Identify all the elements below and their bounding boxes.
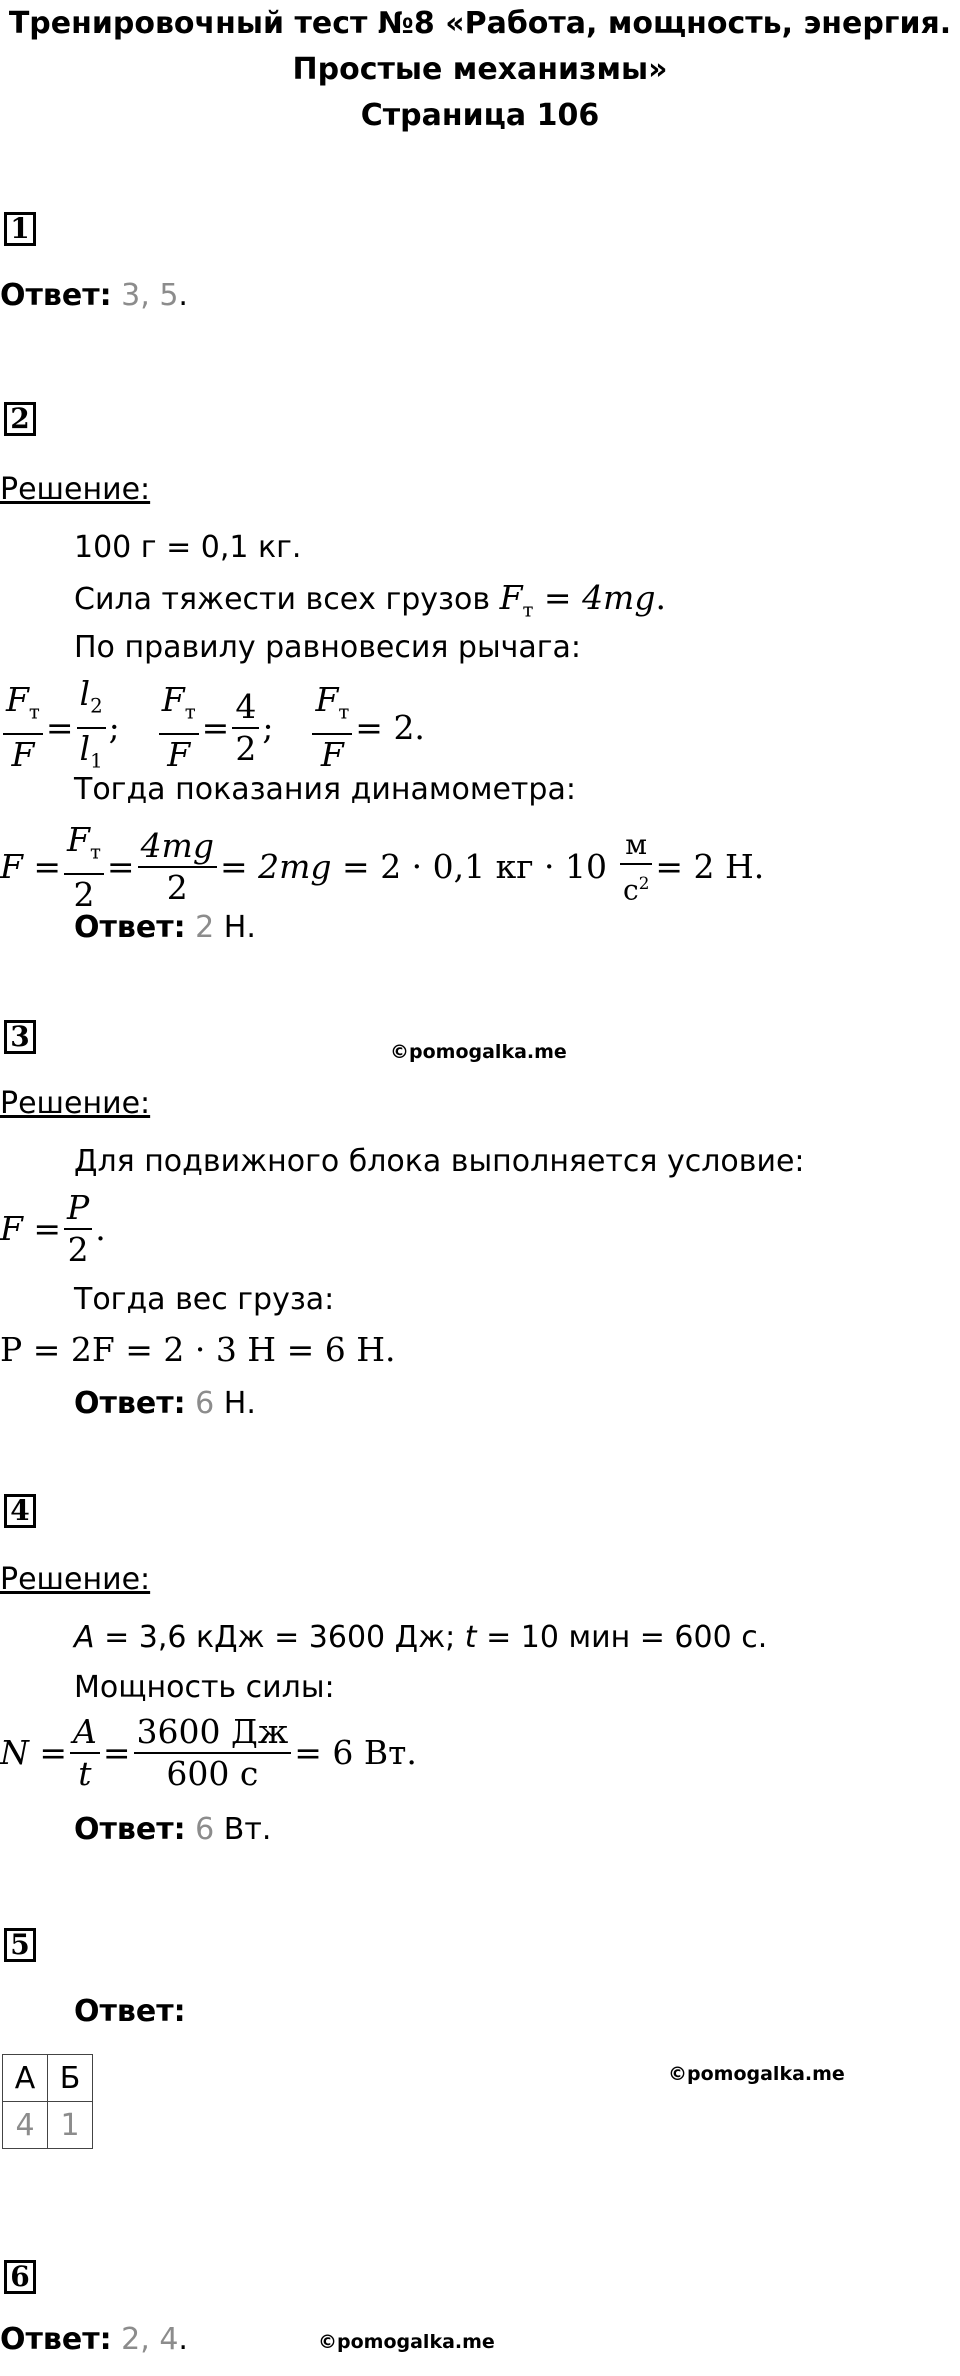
answer-value: 6 — [195, 1386, 215, 1421]
watermark: ©pomogalka.me — [390, 1041, 567, 1063]
task-3-condition: Для подвижного блока выполняется условие: — [74, 1144, 805, 1179]
task-4-given: A = 3,6 кДж = 3600 Дж; t = 10 мин = 600 с. — [74, 1620, 768, 1655]
task-5-answer-label: Ответ: — [74, 1994, 186, 2029]
task-4-power-line: Мощность силы: — [74, 1670, 335, 1705]
task-6-answer: Ответ: 2, 4. — [0, 2322, 188, 2357]
task-number-4: 4 — [4, 1494, 36, 1528]
task-number-5: 5 — [4, 1928, 36, 1962]
pulley-equation: F = $\frac{P}{2}$ . — [0, 1188, 106, 1269]
task-2-lever-rule: По правилу равновесия рычага: — [74, 630, 582, 665]
answer-period: . — [178, 278, 188, 313]
table-cell: 1 — [48, 2102, 93, 2149]
task-2-dynamometer-line: Тогда показания динамометра: — [74, 772, 576, 807]
answer-value: 2 — [195, 910, 215, 945]
answer-table — [2, 2054, 93, 2149]
lever-result: 2. — [393, 707, 425, 747]
watermark: ©pomogalka.me — [318, 2331, 495, 2353]
fraction-ft-over-2: $\frac{F_т}{2}$ — [64, 820, 104, 915]
fraction-a-over-t: $\frac{A}{t}$ — [70, 1712, 100, 1794]
solution-label: Решение: — [0, 1086, 151, 1121]
task-number-1: 1 — [4, 212, 36, 246]
task-2-gravity-line — [74, 578, 666, 631]
fraction-ft-over-f: $\frac{F_т}{F}$ — [3, 680, 43, 775]
solution-label: Решение: — [0, 472, 151, 507]
table-row — [3, 2102, 93, 2149]
page-title-line-2: Простые механизмы» — [292, 52, 668, 87]
force-equation: F = $\frac{F_т}{2}$ = $\frac{4mg}{2}$ = 2mg = 2 · 0,1 кг · 10 $\frac{м}{с^2}$ = 2 Н. — [0, 820, 765, 914]
task-3-answer: Ответ: 6 Н. — [74, 1386, 256, 1421]
task-4-answer: Ответ: 6 Вт. — [74, 1812, 272, 1847]
fraction-m-over-s2: $\frac{м}{с^2}$ — [620, 827, 652, 908]
solution-label: Решение: — [0, 1562, 151, 1597]
lever-equations: $\frac{F_т}{F}$ = $\frac{l_2}{l_1}$ ; $\frac{F_т}{F}$ = $\frac{4}{2}$ ; $\frac{F_т}{F}$ = 2. — [0, 674, 425, 781]
page-title-line-1: Тренировочный тест №8 «Работа, мощность, энергия. — [8, 6, 952, 41]
task-2-conversion: 100 г = 0,1 кг. — [74, 530, 302, 565]
fraction-p-over-2: $\frac{P}{2}$ — [64, 1188, 92, 1270]
table-header-cell: Б — [48, 2055, 93, 2102]
fraction-ft-over-f-2: $\frac{F_т}{F}$ — [159, 680, 199, 775]
task-3-weight-line: Тогда вес груза: — [74, 1282, 335, 1317]
watermark: ©pomogalka.me — [668, 2063, 845, 2085]
gravity-formula: $F_т = 4mg$. — [499, 578, 666, 622]
fraction-4mg-over-2: $\frac{4mg}{2}$ — [138, 826, 217, 908]
page-number-title: Страница 106 — [360, 98, 600, 133]
answer-value: 3, 5 — [121, 278, 179, 313]
table-header-row — [3, 2055, 93, 2102]
task-number-6: 6 — [4, 2260, 36, 2294]
fraction-ft-over-f-3: $\frac{F_т}{F}$ — [312, 680, 352, 775]
task-1-answer — [0, 276, 188, 316]
fraction-4-over-2: $\frac{4}{2}$ — [232, 687, 259, 769]
gravity-rhs: 4mg — [582, 578, 656, 617]
gravity-text: Сила тяжести всех грузов — [74, 582, 491, 617]
fraction-l2-over-l1: $\frac{l_2}{l_1}$ — [77, 674, 106, 781]
answer-value: 2, 4 — [121, 2322, 179, 2357]
task-number-3: 3 — [4, 1020, 36, 1054]
answer-value: 6 — [195, 1812, 215, 1847]
weight-equation: P = 2F = 2 · 3 Н = 6 Н. — [0, 1330, 396, 1369]
answer-label: Ответ: — [0, 278, 112, 313]
task-2-answer: Ответ: 2 Н. — [74, 910, 256, 945]
task-number-2: 2 — [4, 402, 36, 436]
table-cell: 4 — [3, 2102, 48, 2149]
table-header-cell: А — [3, 2055, 48, 2102]
power-equation: N = $\frac{A}{t}$ = $\frac{3600 Дж}{600 с}$ = 6 Вт. — [0, 1712, 417, 1793]
fraction-3600-over-600: $\frac{3600 Дж}{600 с}$ — [134, 1712, 292, 1794]
